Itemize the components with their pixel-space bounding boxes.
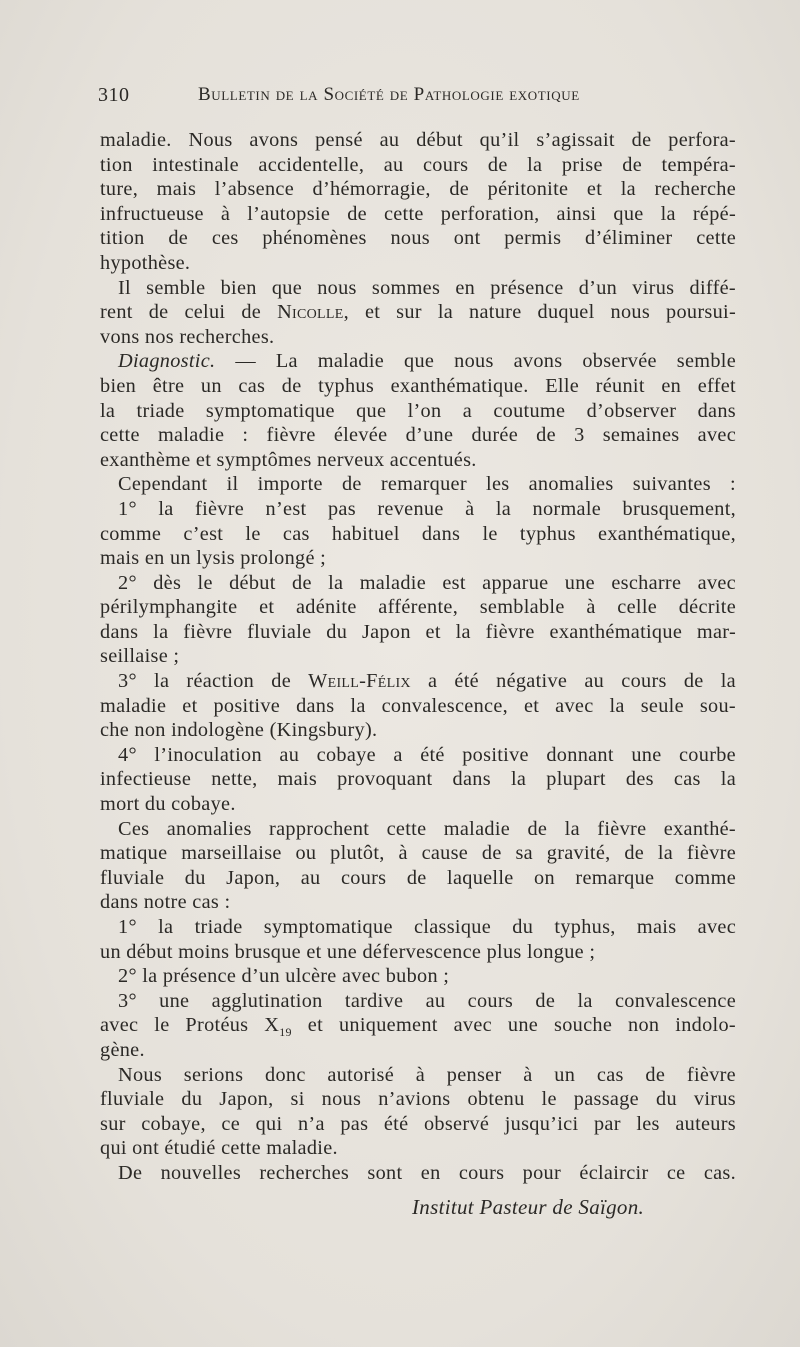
list-item-line: che non indologène (Kingsbury).: [100, 719, 378, 742]
list-item-line: périlymphangite et adénite afférente, semblable à celle décrite: [100, 596, 736, 619]
text-line: sur cobaye, ce qui n’a pas été observé jusqu’ici par les auteurs: [100, 1112, 736, 1135]
list-item-line: maladie et positive dans la convalescence, et avec la seule sou-: [100, 694, 736, 717]
text-line: infructueuse à l’autopsie de cette perforation, ainsi que la répé-: [100, 202, 736, 225]
text-line: Nous serions donc autorisé à penser à un cas de fièvre: [118, 1063, 736, 1086]
list-item-line: avec le Protéus $X_{19}$ et uniquement avec une souche non indolo-: [100, 1014, 736, 1040]
list-item-line: gène.: [100, 1038, 145, 1061]
text-line: maladie. Nous avons pensé au début qu’il s’agissait de perfora-: [100, 129, 736, 151]
page-header: [98, 84, 734, 114]
text-line: Il semble bien que nous sommes en présence d’un virus diffé-: [118, 276, 736, 299]
text-line: qui ont étudié cette maladie.: [100, 1137, 338, 1160]
text-line: fluviale du Japon, si nous n’avions obtenu le passage du virus: [100, 1088, 736, 1111]
list-item-line: dans la fièvre fluviale du Japon et la fièvre exanthématique mar-: [100, 620, 736, 643]
text-line: Cependant il importe de remarquer les anomalies suivantes :: [118, 473, 736, 496]
article-body: [100, 128, 736, 1186]
signature: Institut Pasteur de Saïgon.: [412, 1195, 645, 1219]
text-line: De nouvelles recherches sont en cours pour éclaircir ce cas.: [118, 1161, 736, 1184]
author-name: Nicolle: [277, 301, 344, 324]
list-item-line: un début moins brusque et une défervescence plus longue ;: [100, 940, 596, 963]
text-line: tion intestinale accidentelle, au cours de la prise de tempéra-: [100, 153, 736, 176]
list-item-line: comme c’est le cas habituel dans le typhus exanthématique,: [100, 522, 736, 545]
page-number: 310: [98, 84, 130, 106]
text-line: la triade symptomatique que l’on a coutume d’observer dans: [100, 399, 736, 422]
text-line: hypothèse.: [100, 251, 191, 274]
list-item-line: 4° l’inoculation au cobaye a été positive donnant une courbe: [118, 743, 736, 766]
list-item-line: infectieuse nette, mais provoquant dans la plupart des cas la: [100, 768, 736, 791]
list-item-line: 2° la présence d’un ulcère avec bubon ;: [118, 965, 450, 988]
list-item-line: 1° la fièvre n’est pas revenue à la normale brusquement,: [118, 497, 736, 520]
section-label: Diagnostic.: [118, 350, 216, 373]
list-item-line: 2° dès le début de la maladie est apparue une escharre avec: [118, 571, 736, 594]
text-line: exanthème et symptômes nerveux accentués.: [100, 448, 477, 471]
text-line: dans notre cas :: [100, 891, 231, 914]
list-item-line: 3° la réaction de Weill-Félix a été négative au cours de la: [118, 670, 736, 693]
text-line: ture, mais l’absence d’hémorragie, de péritonite et la recherche: [100, 178, 736, 201]
list-item-line: seillaise ;: [100, 645, 180, 668]
text-line: rent de celui de Nicolle, et sur la nature duquel nous poursui-: [100, 301, 736, 324]
author-name: Weill-Félix: [308, 670, 411, 693]
subscript: 19: [279, 1025, 292, 1040]
list-item-line: 3° une agglutination tardive au cours de la convalescence: [118, 989, 736, 1012]
text-line: Ces anomalies rapprochent cette maladie de la fièvre exanthé-: [118, 817, 736, 840]
text-line: cette maladie : fièvre élevée d’une durée de 3 semaines avec: [100, 424, 736, 447]
list-item-line: 1° la triade symptomatique classique du typhus, mais avec: [118, 916, 736, 938]
text-line: tition de ces phénomènes nous ont permis d’éliminer cette: [100, 227, 736, 250]
list-item-line: mais en un lysis prolongé ;: [100, 547, 327, 570]
text-line: matique marseillaise ou plutôt, à cause de sa gravité, de la fièvre: [100, 842, 736, 865]
text-line: Diagnostic. — La maladie que nous avons observée semble: [118, 350, 736, 373]
running-title: Bulletin de la Société de Pathologie exotique: [198, 84, 580, 105]
text-line: bien être un cas de typhus exanthématique. Elle réunit en effet: [100, 374, 736, 397]
text-line: vons nos recherches.: [100, 325, 275, 348]
text-line: fluviale du Japon, au cours de laquelle on remarque comme: [100, 866, 736, 889]
list-item-line: mort du cobaye.: [100, 793, 236, 816]
